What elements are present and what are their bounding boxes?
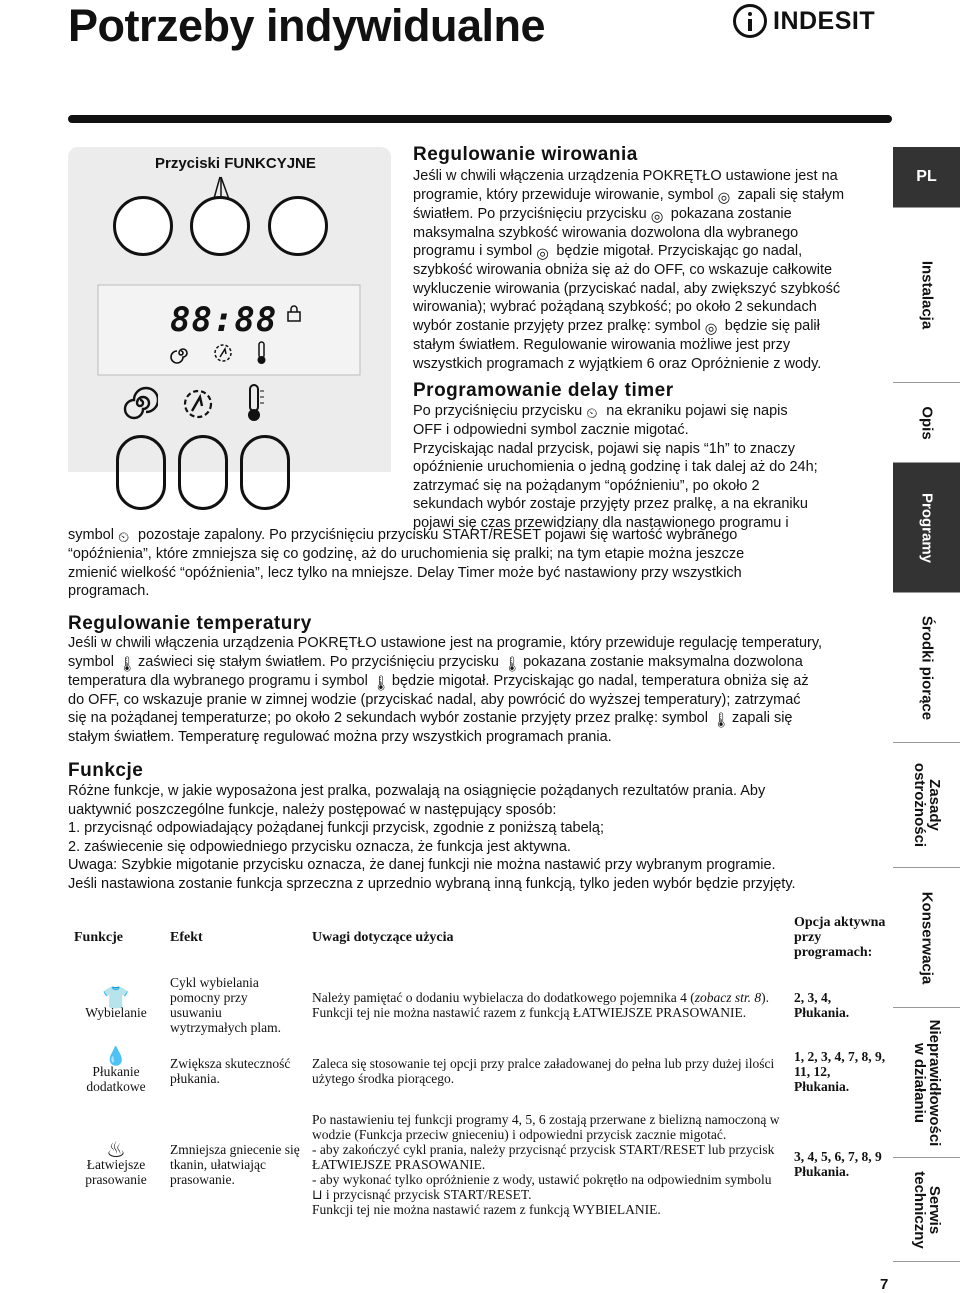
function-name: Wybielanie	[85, 1005, 147, 1020]
tab-opis[interactable]: Opis	[893, 382, 960, 462]
notes-cell: Należy pamiętać o dodaniu wybielacza do dodatkowego pojemnika 4 (zobacz str. 8). Funkcji tej nie można nastawić razem z funkcją ŁATWIEJSZE PRASOWANIE.	[312, 990, 770, 1020]
delay-timer-button[interactable]	[178, 435, 228, 510]
lcd-display: 88:88	[170, 300, 278, 340]
page-number: 7	[880, 1276, 889, 1293]
page-title: Potrzeby indywidualne	[68, 0, 546, 51]
function-name: Płukanie dodatkowe	[86, 1063, 146, 1094]
functions-table	[68, 904, 892, 1226]
indesit-logo-icon	[733, 4, 767, 38]
temperature-symbol-icon: 🌡	[503, 656, 522, 673]
tab-zasady-ostroznosci[interactable]: Zasady ostrożności	[893, 742, 960, 867]
tab-nieprawidlowosci[interactable]: Nieprawidłowości w działaniu	[893, 1007, 960, 1157]
effect-cell: Zwiększa skuteczność płukania.	[170, 1056, 291, 1086]
language-badge: PL	[893, 147, 960, 207]
spin-symbol-icon: ◎	[536, 246, 549, 263]
spin-symbol-icon: ◎	[650, 208, 664, 225]
functions-section-text: Różne funkcje, w jakie wyposażona jest pralka, pozwalają na osiągnięcie pożądanych rezultatów prania. Aby uaktywnić poszczególne funkcje, należy postępować w następujący sposób: 1. przycisnąć odpowiadający pożądanej funkcji przycisk, zgodnie z poniższą tabelą; 2. zaświecenie się odpowiedniego przycisku oznacza, że funkcja jest aktywna. Uwaga: Szybkie migotanie przycisku oznacza, że danej funkcji nie można nastawić przy wybranym programie. Jeśli nastawiona zostanie funkcja sprzeczna z uprzednio wybraną inną funkcją, tylko jeden wybór będzie przyjęty.	[68, 783, 796, 892]
spin-button[interactable]	[116, 435, 166, 510]
effect-cell: Zmniejsza gniecenie się tkanin, ułatwiając prasowanie.	[170, 1141, 300, 1187]
function-knob-1	[113, 196, 173, 256]
tab-serwis-techniczny[interactable]: Serwis techniczny	[893, 1157, 960, 1262]
table-row	[68, 1102, 892, 1226]
notes-cell: Zaleca się stosowanie tej opcji przy pralce załadowanej do pełna lub przy dużej ilości użytego środka piorącego.	[312, 1056, 775, 1086]
header-programs: Opcja aktywna przy programach:	[794, 914, 886, 960]
table-row	[68, 970, 892, 1040]
spin-icon-small	[170, 342, 192, 364]
programs-cell: 3, 4, 5, 6, 7, 8, 9 Płukania.	[794, 1149, 882, 1179]
delay-section-text-bottom: symbol ⏲ pozostaje zapalony. Po przyciśnięciu przycisku START/RESET pojawi się wartość wybranego “opóźnienia”, które zmniejsza się co godzinę, aż do uruchomienia się pralki; na tym etapie można jeszcze zmienić wielkość “opóźnienia”, lecz tylko na mniejsze. Delay Timer może być nastawiony przy wszystkich programach.	[68, 527, 745, 600]
tab-programy[interactable]: Programy	[893, 462, 960, 592]
temperature-symbol-icon: 🌡	[712, 713, 731, 730]
spin-icon	[122, 385, 158, 421]
delay-symbol-icon: ⏲	[117, 530, 130, 546]
function-knob-3	[268, 196, 328, 256]
delay-symbol-icon: ⏲	[586, 406, 598, 422]
spin-symbol-icon: ◎	[704, 320, 718, 337]
temperature-section-text: Jeśli w chwili włączenia urządzenia POKRĘTŁO ustawione jest na programie, który przewiduje regulację temperatury, symbol 🌡 zaświeci się stałym światłem. Po przyciśnięciu przycisku 🌡 pokazana zostanie maksymalna dozwolona temperatura dla wybranego programu i symbol 🌡 będzie migotał. Przyciskając go nadal, temperatura obniża się aż do OFF, co wskazuje pranie w zimnej wodzie (przyciskać nadal, aby powrócić do wyższej temperatury); zatrzymać się na pożądanej temperaturze; po około 2 sekundach wybór zostanie przyjęty przez pralkę: symbol 🌡 zapali się stałym światłem. Temperaturę regulować można przy wszystkich programach prania.	[68, 635, 823, 746]
temperature-icon-small	[253, 340, 271, 366]
programs-cell: 1, 2, 3, 4, 7, 8, 9, 11, 12, Płukania.	[794, 1048, 886, 1094]
tab-instalacja[interactable]: Instalacja	[893, 207, 960, 382]
temperature-symbol-icon: 🌡	[371, 675, 391, 692]
header-divider	[68, 115, 892, 123]
temperature-icon	[243, 383, 267, 423]
table-row	[68, 1040, 892, 1102]
header-effect: Efekt	[170, 929, 203, 945]
spin-symbol-icon: ◎	[717, 189, 731, 206]
delay-timer-icon	[180, 386, 216, 422]
spin-section-title: Regulowanie wirowania	[413, 144, 638, 165]
header-functions: Funkcje	[74, 929, 123, 945]
header-notes: Uwagi dotyczące użycia	[312, 929, 454, 945]
delay-timer-icon-small	[212, 342, 234, 364]
function-knob-2	[190, 196, 250, 256]
drain-symbol-icon: ⊔	[312, 1186, 323, 1202]
table-header-row	[68, 904, 892, 970]
tab-konserwacja[interactable]: Konserwacja	[893, 867, 960, 1007]
brand-name: INDESIT	[773, 6, 876, 35]
lock-icon	[286, 304, 302, 322]
temperature-button[interactable]	[240, 435, 290, 510]
delay-section-text-top: Po przyciśnięciu przycisku ⏲ na ekraniku pojawi się napis OFF i odpowiedni symbol zacznie migotać. Przyciskając nadal przycisk, pojawi się napis “1h” to znaczy opóźnienie uruchomienia o jedną godzinę i tak dalej aż do 24h; zatrzymać się na pożądanym “opóźnieniu”, po około 2 sekundach wybór zostaje przyjęty przez pralkę, a na ekraniku pojawi się czas przewidziany dla nastawionego programu i	[413, 403, 818, 531]
function-name: Łatwiejsze prasowanie	[85, 1156, 147, 1187]
delay-section-title: Programowanie delay timer	[413, 380, 674, 401]
effect-cell: Cykl wybielania pomocny przy usuwaniu wytrzymałych plam.	[170, 975, 281, 1035]
section-sidebar	[893, 147, 960, 1262]
extra-rinse-icon: 💧	[104, 1045, 128, 1066]
brand-logo	[733, 4, 875, 38]
spin-section-text: Jeśli w chwili włączenia urządzenia POKRĘTŁO ustawione jest na programie, który przewiduje wirowanie, symbol ◎ zapali się stałym światłem. Po przyciśnięciu przycisku ◎ pokazana zostanie maksymalna szybkość wirowania dozwolona dla wybranego programu i symbol ◎ będzie migotał. Przyciskając go nadal, szybkość wirowania obniża się aż do OFF, co wskazuje całkowite wykluczenie wirowania (przyciskać nadal, aby zwiększyć szybkość wirowania); wybrać pożądaną szybkość; po około 2 sekundach wybór zostanie przyjęty przez pralkę: symbol ◎ będzie się palił stałym światłem. Regulowanie wirowania możliwe jest przy wszystkich programach z wyjątkiem 6 oraz Opróżnienie z wody.	[413, 168, 845, 372]
functions-section-title: Funkcje	[68, 760, 144, 781]
panel-label: Przyciski FUNKCYJNE	[155, 155, 316, 172]
easy-iron-icon: ♨	[106, 1136, 126, 1162]
bleach-icon: 👕	[102, 985, 130, 1010]
temperature-symbol-icon: 🌡	[117, 656, 137, 673]
notes-cell: Po nastawieniu tej funkcji programy 4, 5, 6 zostają przerwane z bielizną namoczoną w wodzie (Funkcja przeciw gnieceniu) i odpowiedni przycisk zacznie migotać. - aby zakończyć cykl prania, należy przycisnąć przycisk START/RESET lub przycisk ŁATWIEJSZE PRASOWANIE. - aby wykonać tylko opróżnienie z wody, ustawić pokrętło na odpowiednim symbolu ⊔ i przycisnąć przycisk START/RESET. Funkcji tej nie można nastawić razem z funkcją WYBIELANIE.	[312, 1111, 780, 1217]
tab-srodki-piorace[interactable]: Środki piorące	[893, 592, 960, 742]
temperature-section-title: Regulowanie temperatury	[68, 613, 312, 634]
programs-cell: 2, 3, 4, Płukania.	[794, 990, 850, 1020]
